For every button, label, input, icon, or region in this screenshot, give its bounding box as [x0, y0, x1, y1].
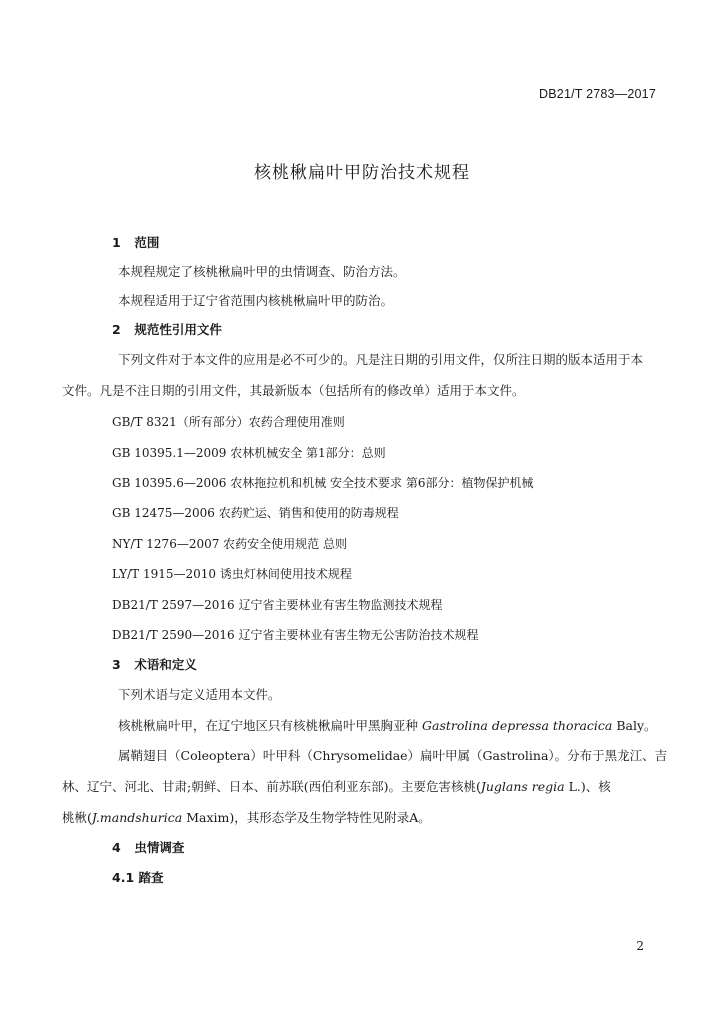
- classification-line: 属鞘翅目（Coleoptera）叶甲科（Chrysomelidae）扁叶甲属（Gastrolina）。分布于黑龙江、吉: [118, 748, 668, 763]
- term-text: 核桃楸扁叶甲，在辽宁地区只有核桃楸扁叶甲黑胸亚种: [118, 718, 419, 733]
- reference-item: DB21/T 2590—2016 辽宁省主要林业有害生物无公害防治技术规程: [112, 628, 479, 642]
- reference-item: NY/T 1276—2007 农药安全使用规范 总则: [112, 537, 347, 551]
- section-4-heading: [112, 838, 184, 856]
- subsection-number: 4.1: [112, 870, 135, 885]
- section-3-intro: 下列术语与定义适用本文件。: [118, 687, 281, 702]
- section-number: 1: [112, 235, 121, 250]
- reference-item: DB21/T 2597—2016 辽宁省主要林业有害生物监测技术规程: [112, 598, 443, 612]
- section-title: 规范性引用文件: [134, 322, 222, 337]
- page-number: 2: [636, 939, 644, 953]
- classification-text: L.)、核: [564, 779, 611, 794]
- classification-text: 桃楸(: [62, 810, 92, 825]
- section-1-paragraph: 本规程适用于辽宁省范围内核桃楸扁叶甲的防治。: [118, 293, 394, 308]
- latin-name: Juglans regia: [480, 779, 565, 794]
- section-3-heading: [112, 655, 197, 673]
- section-1-heading: [112, 233, 159, 251]
- section-2-intro-line: 下列文件对于本文件的应用是必不可少的。凡是注日期的引用文件，仅所注日期的版本适用于本: [118, 352, 644, 367]
- term-author: Baly。: [616, 718, 657, 733]
- section-title: 范围: [134, 235, 160, 250]
- latin-name: J.mandshurica: [91, 810, 183, 825]
- classification-line: [62, 777, 611, 795]
- section-number: 3: [112, 657, 121, 672]
- subsection-title: 踏查: [138, 870, 164, 885]
- classification-text: Maxim)，其形态学及生物学特性见附录A。: [182, 810, 431, 825]
- reference-item: GB 10395.6—2006 农林拖拉机和机械 安全技术要求 第6部分：植物保护机械: [112, 476, 534, 490]
- reference-item: GB 12475—2006 农药贮运、销售和使用的防毒规程: [112, 506, 399, 520]
- term-definition: [118, 716, 657, 734]
- section-title: 虫情调查: [134, 840, 185, 855]
- section-number: 2: [112, 322, 121, 337]
- reference-item: GB/T 8321（所有部分）农药合理使用准则: [112, 415, 345, 429]
- classification-text: 林、辽宁、河北、甘肃;朝鲜、日本、前苏联(西伯利亚东部)。主要危害核桃(: [62, 779, 481, 794]
- section-2-intro-line: 文件。凡是不注日期的引用文件，其最新版本（包括所有的修改单）适用于本文件。: [62, 383, 525, 398]
- section-1-paragraph: 本规程规定了核桃楸扁叶甲的虫情调查、防治方法。: [118, 264, 406, 279]
- term-latin-name: Gastrolina depressa thoracica: [422, 718, 613, 733]
- section-number: 4: [112, 840, 121, 855]
- document-title: 核桃楸扁叶甲防治技术规程: [254, 163, 470, 183]
- section-2-heading: [112, 320, 222, 338]
- section-title: 术语和定义: [134, 657, 197, 672]
- reference-item: GB 10395.1—2009 农林机械安全 第1部分：总则: [112, 446, 386, 460]
- subsection-4-1-heading: [112, 868, 164, 886]
- reference-item: LY/T 1915—2010 诱虫灯林间使用技术规程: [112, 567, 352, 581]
- standard-code: DB21/T 2783—2017: [539, 87, 656, 101]
- classification-line: [62, 808, 431, 826]
